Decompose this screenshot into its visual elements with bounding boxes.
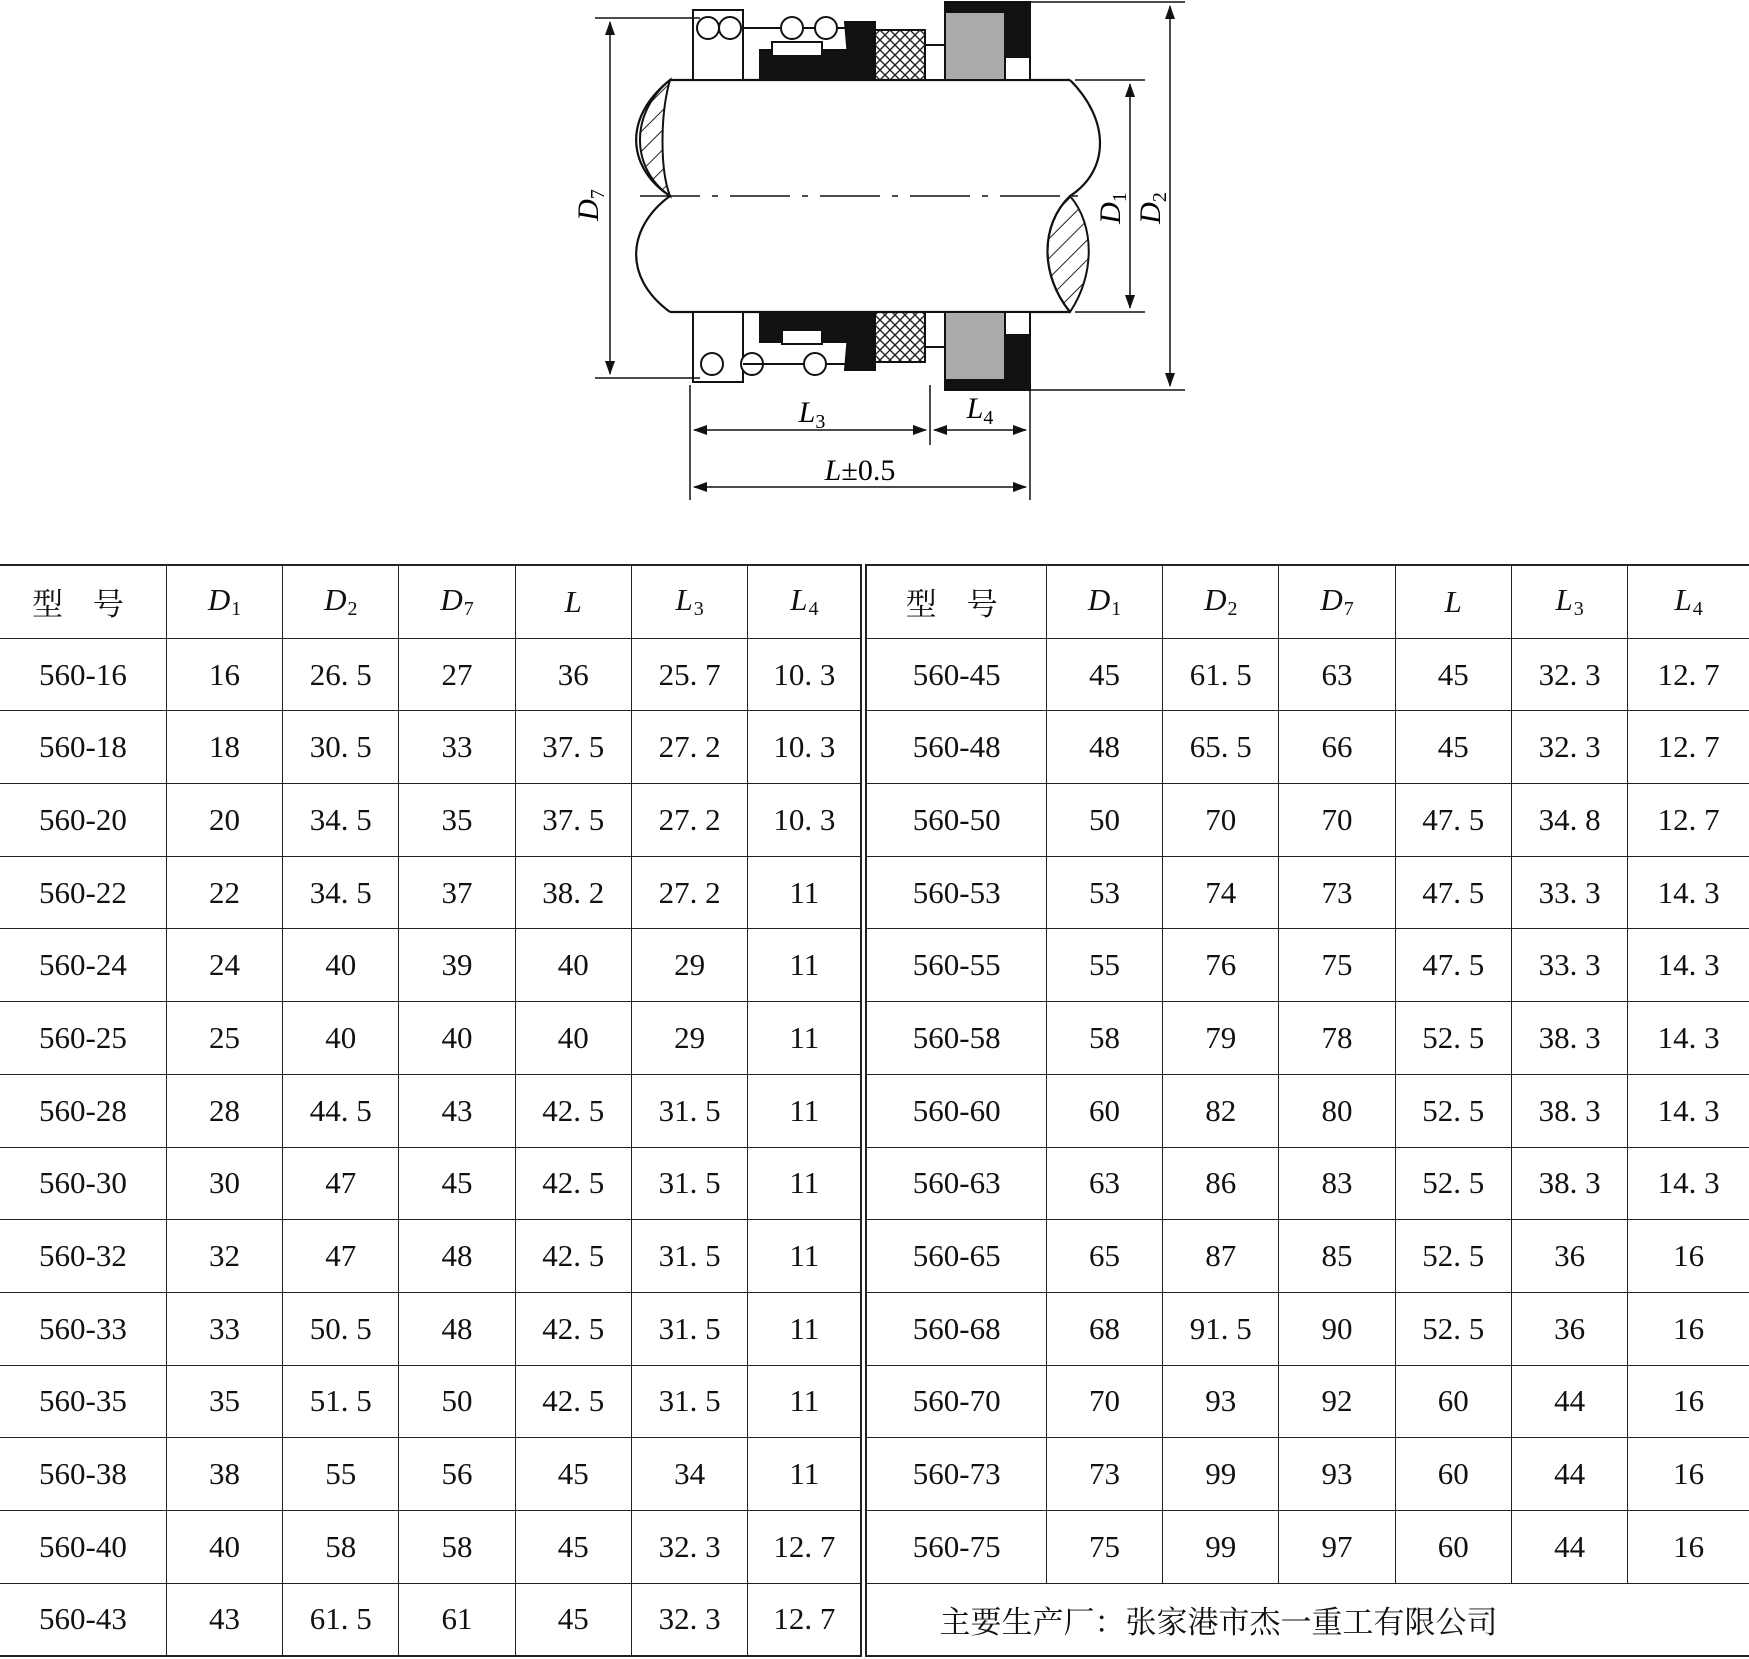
cell-value: 25. 7	[631, 638, 747, 711]
cell-value: 61. 5	[1163, 638, 1279, 711]
cell-value: 12. 7	[748, 1510, 864, 1583]
cell-value: 27. 2	[631, 856, 747, 929]
cell-value: 38. 3	[1511, 1147, 1627, 1220]
cell-value: 53	[1046, 856, 1162, 929]
spec-table	[0, 564, 1749, 1657]
cell-value: 11	[748, 1002, 864, 1075]
cell-value: 52. 5	[1395, 1147, 1511, 1220]
table-row	[0, 856, 1749, 929]
cell-value: 39	[399, 929, 515, 1002]
cell-value: 26. 5	[283, 638, 399, 711]
cell-value: 47	[283, 1147, 399, 1220]
cell-model: 560-20	[0, 784, 166, 857]
cell-model: 560-73	[864, 1438, 1046, 1511]
cell-value: 34	[631, 1438, 747, 1511]
cell-value: 90	[1279, 1292, 1395, 1365]
seal-lower	[693, 312, 1030, 390]
cell-value: 50. 5	[283, 1292, 399, 1365]
cell-value: 86	[1163, 1147, 1279, 1220]
header-l3: $L_3$	[1511, 565, 1627, 638]
cell-model: 560-45	[864, 638, 1046, 711]
cell-model: 560-24	[0, 929, 166, 1002]
cell-model: 560-70	[864, 1365, 1046, 1438]
header-d1: $D_1$	[166, 565, 282, 638]
cell-value: 99	[1163, 1510, 1279, 1583]
cell-value: 65	[1046, 1220, 1162, 1293]
cell-model: 560-65	[864, 1220, 1046, 1293]
cell-value: 11	[748, 856, 864, 929]
cell-value: 93	[1279, 1438, 1395, 1511]
cell-value: 31. 5	[631, 1220, 747, 1293]
table-row	[0, 1074, 1749, 1147]
cell-value: 33	[166, 1292, 282, 1365]
cell-value: 48	[1046, 711, 1162, 784]
cell-value: 83	[1279, 1147, 1395, 1220]
cell-value: 14. 3	[1628, 929, 1749, 1002]
cell-model: 560-25	[0, 1002, 166, 1075]
cell-value: 45	[515, 1438, 631, 1511]
cell-value: 28	[166, 1074, 282, 1147]
table-row	[0, 1292, 1749, 1365]
cell-value: 75	[1279, 929, 1395, 1002]
cell-value: 63	[1279, 638, 1395, 711]
dim-d7	[595, 18, 700, 378]
manufacturer-note: 主要生产厂：张家港市杰一重工有限公司	[864, 1583, 1749, 1656]
cell-value: 40	[515, 929, 631, 1002]
cell-value: 42. 5	[515, 1292, 631, 1365]
cell-model: 560-50	[864, 784, 1046, 857]
seal-drawing	[0, 0, 1749, 520]
table-body	[0, 638, 1749, 1656]
cell-value: 93	[1163, 1365, 1279, 1438]
cell-value: 32. 3	[1511, 638, 1627, 711]
cell-model: 560-28	[0, 1074, 166, 1147]
cell-value: 32	[166, 1220, 282, 1293]
cell-value: 38	[166, 1438, 282, 1511]
cell-value: 80	[1279, 1074, 1395, 1147]
cell-value: 55	[1046, 929, 1162, 1002]
cell-value: 44. 5	[283, 1074, 399, 1147]
cell-value: 44	[1511, 1365, 1627, 1438]
cell-value: 27. 2	[631, 784, 747, 857]
table-row	[0, 929, 1749, 1002]
cell-value: 30	[166, 1147, 282, 1220]
cell-value: 35	[399, 784, 515, 857]
cell-value: 50	[399, 1365, 515, 1438]
cell-value: 55	[283, 1438, 399, 1511]
cell-value: 29	[631, 1002, 747, 1075]
dim-d7-label: $D_7$	[572, 189, 609, 221]
cell-value: 66	[1279, 711, 1395, 784]
cell-value: 87	[1163, 1220, 1279, 1293]
cell-value: 34. 8	[1511, 784, 1627, 857]
cell-value: 60	[1395, 1365, 1511, 1438]
cell-value: 48	[399, 1220, 515, 1293]
header-type: 型号	[0, 565, 166, 638]
cell-value: 16	[1628, 1510, 1749, 1583]
cell-value: 65. 5	[1163, 711, 1279, 784]
cell-value: 52. 5	[1395, 1002, 1511, 1075]
header-d7: $D_7$	[399, 565, 515, 638]
cell-value: 48	[399, 1292, 515, 1365]
cell-value: 63	[1046, 1147, 1162, 1220]
cell-value: 68	[1046, 1292, 1162, 1365]
cell-value: 14. 3	[1628, 1147, 1749, 1220]
cell-value: 18	[166, 711, 282, 784]
cell-value: 12. 7	[1628, 784, 1749, 857]
cell-value: 16	[1628, 1365, 1749, 1438]
shaft-section-left	[640, 80, 670, 196]
cell-value: 70	[1046, 1365, 1162, 1438]
cell-value: 45	[515, 1583, 631, 1656]
header-l4: $L_4$	[1628, 565, 1749, 638]
cell-value: 14. 3	[1628, 1074, 1749, 1147]
cell-value: 22	[166, 856, 282, 929]
cell-value: 34. 5	[283, 856, 399, 929]
cell-value: 45	[399, 1147, 515, 1220]
cell-value: 40	[166, 1510, 282, 1583]
shaft-section-right	[1048, 196, 1089, 312]
cell-model: 560-53	[864, 856, 1046, 929]
cell-value: 12. 7	[1628, 711, 1749, 784]
cell-value: 50	[1046, 784, 1162, 857]
cell-value: 44	[1511, 1510, 1627, 1583]
cell-value: 61	[399, 1583, 515, 1656]
dim-l3-label: $L_3$	[798, 396, 826, 433]
cell-value: 47. 5	[1395, 856, 1511, 929]
cell-value: 40	[399, 1002, 515, 1075]
cell-value: 27. 2	[631, 711, 747, 784]
cell-value: 52. 5	[1395, 1074, 1511, 1147]
cell-value: 10. 3	[748, 784, 864, 857]
cell-value: 31. 5	[631, 1292, 747, 1365]
cell-value: 29	[631, 929, 747, 1002]
cell-value: 47	[283, 1220, 399, 1293]
cell-model: 560-38	[0, 1438, 166, 1511]
cell-value: 58	[283, 1510, 399, 1583]
cell-value: 52. 5	[1395, 1220, 1511, 1293]
cell-value: 16	[1628, 1292, 1749, 1365]
cell-value: 12. 7	[748, 1583, 864, 1656]
dim-d1-label: $D_1$	[1094, 192, 1131, 224]
cell-value: 85	[1279, 1220, 1395, 1293]
cell-value: 42. 5	[515, 1365, 631, 1438]
cell-value: 91. 5	[1163, 1292, 1279, 1365]
cell-model: 560-18	[0, 711, 166, 784]
cell-value: 42. 5	[515, 1074, 631, 1147]
cell-value: 60	[1395, 1510, 1511, 1583]
cell-value: 33. 3	[1511, 856, 1627, 929]
cell-value: 24	[166, 929, 282, 1002]
cell-value: 32. 3	[1511, 711, 1627, 784]
cell-value: 73	[1046, 1438, 1162, 1511]
cell-value: 38. 2	[515, 856, 631, 929]
cell-value: 33. 3	[1511, 929, 1627, 1002]
cell-value: 11	[748, 1220, 864, 1293]
cell-value: 34. 5	[283, 784, 399, 857]
cell-value: 78	[1279, 1002, 1395, 1075]
cell-value: 12. 7	[1628, 638, 1749, 711]
cell-model: 560-68	[864, 1292, 1046, 1365]
cell-value: 11	[748, 1438, 864, 1511]
cell-value: 73	[1279, 856, 1395, 929]
cell-model: 560-63	[864, 1147, 1046, 1220]
dim-l-label: L±0.5	[824, 454, 896, 487]
table-row	[0, 1438, 1749, 1511]
cell-value: 36	[1511, 1292, 1627, 1365]
cell-value: 47. 5	[1395, 784, 1511, 857]
cell-value: 45	[1395, 638, 1511, 711]
cell-value: 36	[1511, 1220, 1627, 1293]
cell-model: 560-43	[0, 1583, 166, 1656]
header-type: 型号	[864, 565, 1046, 638]
cell-value: 31. 5	[631, 1074, 747, 1147]
cell-value: 10. 3	[748, 638, 864, 711]
cell-model: 560-58	[864, 1002, 1046, 1075]
cell-value: 37. 5	[515, 784, 631, 857]
cell-value: 60	[1046, 1074, 1162, 1147]
cell-value: 47. 5	[1395, 929, 1511, 1002]
cell-value: 56	[399, 1438, 515, 1511]
cell-value: 45	[1395, 711, 1511, 784]
cell-value: 36	[515, 638, 631, 711]
cell-model: 560-22	[0, 856, 166, 929]
cell-model: 560-48	[864, 711, 1046, 784]
header-l: L	[1395, 565, 1511, 638]
cell-value: 35	[166, 1365, 282, 1438]
cell-value: 70	[1163, 784, 1279, 857]
table-row	[0, 1220, 1749, 1293]
header-l3: $L_3$	[631, 565, 747, 638]
table-row	[0, 1510, 1749, 1583]
cell-value: 74	[1163, 856, 1279, 929]
header-d2: $D_2$	[283, 565, 399, 638]
cell-value: 79	[1163, 1002, 1279, 1075]
cell-value: 38. 3	[1511, 1074, 1627, 1147]
header-d1: $D_1$	[1046, 565, 1162, 638]
cell-value: 70	[1279, 784, 1395, 857]
table-row	[0, 1147, 1749, 1220]
header-d7: $D_7$	[1279, 565, 1395, 638]
cell-value: 37. 5	[515, 711, 631, 784]
cell-value: 10. 3	[748, 711, 864, 784]
header-l: L	[515, 565, 631, 638]
cell-value: 40	[283, 929, 399, 1002]
cell-model: 560-16	[0, 638, 166, 711]
table-row	[0, 1583, 1749, 1656]
cell-value: 44	[1511, 1438, 1627, 1511]
cell-value: 51. 5	[283, 1365, 399, 1438]
table-row	[0, 711, 1749, 784]
dim-d2-label: $D_2$	[1134, 192, 1171, 224]
header-d2: $D_2$	[1163, 565, 1279, 638]
cell-value: 27	[399, 638, 515, 711]
cell-value: 31. 5	[631, 1147, 747, 1220]
cell-value: 43	[399, 1074, 515, 1147]
cell-value: 97	[1279, 1510, 1395, 1583]
cell-model: 560-55	[864, 929, 1046, 1002]
table-row	[0, 1002, 1749, 1075]
cell-value: 58	[1046, 1002, 1162, 1075]
cell-value: 20	[166, 784, 282, 857]
cell-value: 82	[1163, 1074, 1279, 1147]
cell-model: 560-35	[0, 1365, 166, 1438]
table-row	[0, 1365, 1749, 1438]
cell-value: 16	[1628, 1220, 1749, 1293]
table-row	[0, 784, 1749, 857]
cell-value: 31. 5	[631, 1365, 747, 1438]
dim-l4-label: $L_4$	[966, 392, 994, 429]
cell-model: 560-32	[0, 1220, 166, 1293]
cell-model: 560-40	[0, 1510, 166, 1583]
cell-value: 92	[1279, 1365, 1395, 1438]
seal-upper	[693, 2, 1030, 80]
cell-value: 38. 3	[1511, 1002, 1627, 1075]
cell-value: 60	[1395, 1438, 1511, 1511]
cell-value: 52. 5	[1395, 1292, 1511, 1365]
cell-value: 45	[515, 1510, 631, 1583]
cell-value: 43	[166, 1583, 282, 1656]
cell-value: 11	[748, 1074, 864, 1147]
cell-value: 32. 3	[631, 1583, 747, 1656]
cell-model: 560-60	[864, 1074, 1046, 1147]
cell-value: 42. 5	[515, 1220, 631, 1293]
cell-value: 30. 5	[283, 711, 399, 784]
cell-value: 16	[1628, 1438, 1749, 1511]
table-row	[0, 638, 1749, 711]
cell-value: 25	[166, 1002, 282, 1075]
cell-value: 40	[283, 1002, 399, 1075]
cell-value: 75	[1046, 1510, 1162, 1583]
cell-value: 76	[1163, 929, 1279, 1002]
cell-value: 11	[748, 1365, 864, 1438]
header-row	[0, 565, 1749, 638]
cell-value: 11	[748, 1292, 864, 1365]
cell-model: 560-75	[864, 1510, 1046, 1583]
cell-value: 11	[748, 1147, 864, 1220]
cell-model: 560-33	[0, 1292, 166, 1365]
cell-value: 37	[399, 856, 515, 929]
header-l4: $L_4$	[748, 565, 864, 638]
cell-value: 61. 5	[283, 1583, 399, 1656]
cell-value: 14. 3	[1628, 856, 1749, 929]
cell-value: 58	[399, 1510, 515, 1583]
cell-value: 14. 3	[1628, 1002, 1749, 1075]
cell-value: 42. 5	[515, 1147, 631, 1220]
cell-value: 33	[399, 711, 515, 784]
cell-value: 16	[166, 638, 282, 711]
cell-value: 40	[515, 1002, 631, 1075]
cell-value: 99	[1163, 1438, 1279, 1511]
cell-value: 11	[748, 929, 864, 1002]
cell-value: 45	[1046, 638, 1162, 711]
cell-value: 32. 3	[631, 1510, 747, 1583]
cell-model: 560-30	[0, 1147, 166, 1220]
